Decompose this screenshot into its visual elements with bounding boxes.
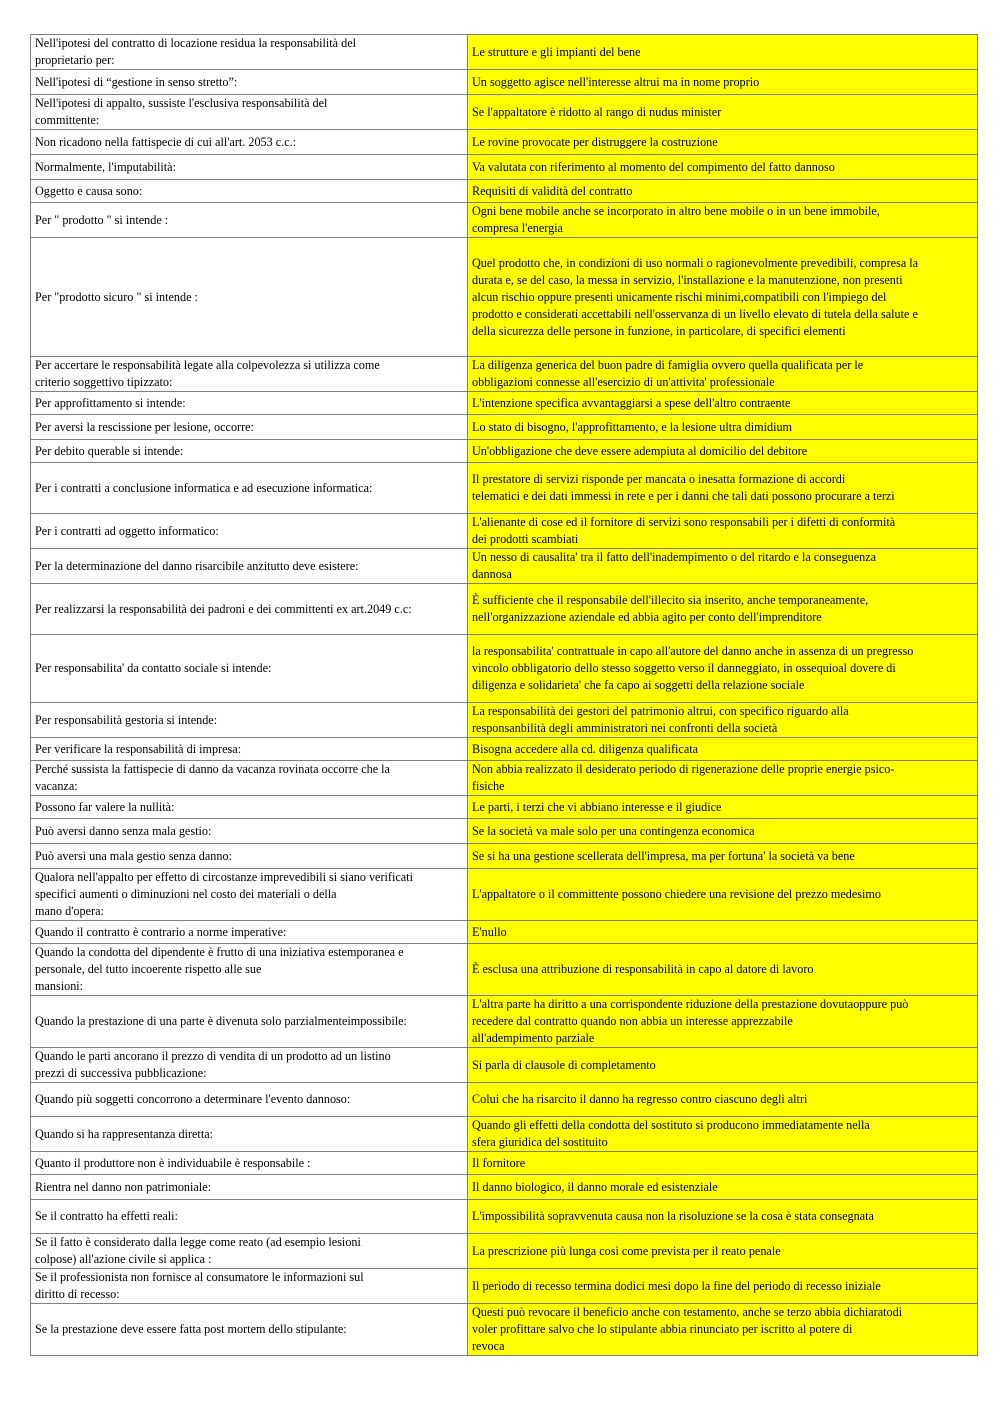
- answer-cell: [468, 1083, 978, 1117]
- answer-cell: [468, 869, 978, 921]
- answer-cell: [468, 130, 978, 155]
- question-cell: [31, 1200, 468, 1234]
- answer-text: È sufficiente che il responsabile dell'illecito sia inserito, anche temporaneamente, nell'organizzazione aziendale ed abbia agito per conto dell'imprenditore: [472, 593, 869, 624]
- question-text: Nell'ipotesi di appalto, sussiste l'esclusiva responsabilità del committente:: [35, 96, 328, 127]
- answer-cell: [468, 819, 978, 844]
- question-cell: [31, 944, 468, 996]
- table-row: [31, 635, 978, 703]
- answer-cell: [468, 392, 978, 415]
- question-cell: [31, 180, 468, 203]
- table-row: [31, 584, 978, 635]
- answer-cell: [468, 1304, 978, 1356]
- question-cell: [31, 70, 468, 95]
- question-text: Per la determinazione del danno risarcibile anzitutto deve esistere:: [35, 558, 359, 573]
- table-row: [31, 1083, 978, 1117]
- answer-text: la responsabilita' contrattuale in capo all'autore del danno anche in assenza di un pregresso vincolo obbligatorio dello stesso soggetto verso il danneggiato, in ossequioal dovere di diligenza e solidarieta' che fa capo ai soggetti della relazione sociale: [472, 644, 914, 692]
- answer-text: Le strutture e gli impianti del bene: [472, 44, 641, 59]
- answer-text: Le rovine provocate per distruggere la costruzione: [472, 134, 718, 149]
- qa-table: [30, 34, 978, 1356]
- answer-cell: [468, 584, 978, 635]
- answer-cell: [468, 238, 978, 357]
- answer-text: L'impossibilità sopravvenuta causa non la risoluzione se la cosa è stata consegnata: [472, 1209, 874, 1223]
- question-cell: [31, 584, 468, 635]
- answer-text: Un soggetto agisce nell'interesse altrui ma in nome proprio: [472, 74, 760, 89]
- answer-cell: [468, 549, 978, 584]
- question-text: Oggetto e causa sono:: [35, 183, 143, 198]
- table-row: [31, 95, 978, 130]
- answer-cell: [468, 1234, 978, 1269]
- answer-cell: [468, 357, 978, 392]
- table-row: [31, 1304, 978, 1356]
- question-text: Per responsabilita' da contatto sociale si intende:: [35, 661, 272, 675]
- question-text: Per debito querable si intende:: [35, 443, 184, 458]
- question-text: Per verificare la responsabilità di impresa:: [35, 741, 242, 756]
- question-cell: [31, 1048, 468, 1083]
- question-text: Se la prestazione deve essere fatta post mortem dello stipulante:: [35, 1322, 347, 1336]
- answer-cell: [468, 703, 978, 738]
- answer-cell: [468, 415, 978, 440]
- question-text: Se il fatto è considerato dalla legge come reato (ad esempio lesioni colpose) all'azione civile si applica :: [35, 1235, 361, 1266]
- table-row: [31, 796, 978, 819]
- answer-text: Quando gli effetti della condotta del sostituto si producono immediatamente nella sfera giuridica del sostituito: [472, 1118, 870, 1149]
- question-text: Quando si ha rappresentanza diretta:: [35, 1126, 213, 1141]
- question-cell: [31, 1152, 468, 1175]
- answer-cell: [468, 944, 978, 996]
- answer-cell: [468, 514, 978, 549]
- answer-text: La diligenza generica del buon padre di famiglia ovvero quella qualificata per le obbligazioni connesse all'esercizio di un'attivita' professionale: [472, 358, 864, 389]
- table-row: [31, 203, 978, 238]
- question-text: Possono far valere la nullità:: [35, 799, 175, 814]
- answer-text: Il fornitore: [472, 1155, 526, 1170]
- answer-text: Ogni bene mobile anche se incorporato in altro bene mobile o in un bene immobile, compresa l'energia: [472, 204, 880, 235]
- question-cell: [31, 130, 468, 155]
- question-text: Se il professionista non fornisce al consumatore le informazioni sul diritto di recesso:: [35, 1270, 364, 1301]
- table-row: [31, 921, 978, 944]
- question-cell: [31, 238, 468, 357]
- qa-table-body: [31, 35, 978, 1356]
- question-cell: [31, 996, 468, 1048]
- question-cell: [31, 1117, 468, 1152]
- table-row: [31, 844, 978, 869]
- question-text: Rientra nel danno non patrimoniale:: [35, 1179, 211, 1194]
- question-cell: [31, 1269, 468, 1304]
- answer-cell: [468, 844, 978, 869]
- question-cell: [31, 35, 468, 70]
- question-cell: [31, 440, 468, 463]
- answer-text: Questi può revocare il beneficio anche con testamento, anche se terzo abbia dichiaratodi voler profittare salvo che lo stipulante abbia rinunciato per iscritto al potere di revoca: [472, 1305, 903, 1353]
- question-text: Non ricadono nella fattispecie di cui all'art. 2053 c.c.:: [35, 134, 297, 149]
- question-cell: [31, 155, 468, 180]
- question-cell: [31, 95, 468, 130]
- answer-text: Un'obbligazione che deve essere adempiuta al domicilio del debitore: [472, 443, 808, 458]
- table-row: [31, 463, 978, 514]
- question-cell: [31, 415, 468, 440]
- answer-text: Il prestatore di servizi risponde per mancata o inesatta formazione di accordi telematici e dei dati immessi in rete e per i danni che tali dati possono procurare a terzi: [472, 472, 895, 503]
- question-cell: [31, 921, 468, 944]
- answer-text: È esclusa una attribuzione di responsabilità in capo al datore di lavoro: [472, 962, 814, 976]
- question-text: Quando le parti ancorano il prezzo di vendita di un prodotto ad un listino prezzi di successiva pubblicazione:: [35, 1049, 391, 1080]
- answer-cell: [468, 70, 978, 95]
- answer-text: Bisogna accedere alla cd. diligenza qualificata: [472, 741, 699, 756]
- question-cell: [31, 514, 468, 549]
- table-row: [31, 996, 978, 1048]
- table-row: [31, 238, 978, 357]
- answer-text: L'altra parte ha diritto a una corrispondente riduzione della prestazione dovutaoppure può recedere dal contratto quando non abbia un interesse apprezzabile all'adempimento parziale: [472, 997, 909, 1045]
- answer-cell: [468, 1048, 978, 1083]
- answer-cell: [468, 155, 978, 180]
- question-text: Nell'ipotesi del contratto di locazione residua la responsabilità del proprietario per:: [35, 36, 356, 67]
- table-row: [31, 944, 978, 996]
- table-row: [31, 155, 978, 180]
- answer-cell: [468, 635, 978, 703]
- question-text: Per realizzarsi la responsabilità dei padroni e dei committenti ex art.2049 c.c:: [35, 601, 412, 616]
- table-row: [31, 1269, 978, 1304]
- question-text: Per i contratti a conclusione informatica e ad esecuzione informatica:: [35, 480, 373, 495]
- answer-text: Se si ha una gestione scellerata dell'impresa, ma per fortuna' la società va bene: [472, 848, 855, 863]
- table-row: [31, 869, 978, 921]
- question-cell: [31, 1304, 468, 1356]
- question-text: Può aversi danno senza mala gestio:: [35, 823, 212, 838]
- question-text: Per " prodotto " si intende :: [35, 212, 169, 227]
- question-text: Quando più soggetti concorrono a determinare l'evento dannoso:: [35, 1092, 351, 1106]
- answer-text: La responsabilità dei gestori del patrimonio altrui, con specifico riguardo alla responsanbilità degli amministratori nei confronti della società: [472, 704, 849, 735]
- question-text: Per accertare le responsabilità legate alla colpevolezza si utilizza come criterio soggettivo tipizzato:: [35, 358, 380, 389]
- question-text: Per responsabilità gestoria si intende:: [35, 712, 218, 727]
- answer-text: Il danno biologico, il danno morale ed esistenziale: [472, 1179, 718, 1194]
- table-row: [31, 761, 978, 796]
- question-cell: [31, 796, 468, 819]
- answer-text: E'nullo: [472, 924, 507, 939]
- answer-cell: [468, 203, 978, 238]
- table-row: [31, 180, 978, 203]
- answer-cell: [468, 1117, 978, 1152]
- question-text: Qualora nell'appalto per effetto di circostanze imprevedibili si siano verificati specifici aumenti o diminuzioni nel costo dei materiali o della mano d'opera:: [35, 870, 413, 918]
- question-cell: [31, 203, 468, 238]
- table-row: [31, 392, 978, 415]
- question-text: Perché sussista la fattispecie di danno da vacanza rovinata occorre che la vacanza:: [35, 762, 390, 793]
- table-row: [31, 1048, 978, 1083]
- answer-text: Le parti, i terzi che vi abbiano interesse e il giudice: [472, 799, 722, 814]
- answer-cell: [468, 1152, 978, 1175]
- table-row: [31, 1152, 978, 1175]
- answer-text: Se l'appaltatore è ridotto al rango di nudus minister: [472, 104, 722, 119]
- table-row: [31, 549, 978, 584]
- answer-cell: [468, 463, 978, 514]
- question-cell: [31, 703, 468, 738]
- answer-cell: [468, 921, 978, 944]
- answer-text: Colui che ha risarcito il danno ha regresso contro ciascuno degli altri: [472, 1092, 808, 1106]
- answer-text: Quel prodotto che, in condizioni di uso normali o ragionevolmente prevedibili, compresa la durata e, se del caso, la messa in servizio, l'installazione e la manutenzione, non presenti alcun rischio oppure presenti unicamente rischi minimi,compatibili con l'impiego del prodotto e considerati accettabili nell'osservanza di un livello elevato di tutela della salute e della sicurezza delle persone in funzione, in particolare, di specifici elementi: [472, 255, 919, 338]
- answer-cell: [468, 1200, 978, 1234]
- question-text: Quando la prestazione di una parte è divenuta solo parzialmenteimpossibile:: [35, 1014, 407, 1028]
- table-row: [31, 1117, 978, 1152]
- answer-cell: [468, 738, 978, 761]
- answer-text: Si parla di clausole di completamento: [472, 1057, 656, 1072]
- answer-text: Requisiti di validità del contratto: [472, 183, 633, 198]
- question-cell: [31, 1175, 468, 1200]
- question-text: Nell'ipotesi di “gestione in senso stretto”:: [35, 74, 238, 89]
- question-text: Quando la condotta del dipendente è frutto di una iniziativa estemporanea e personale, del tutto incoerente rispetto alle sue mansioni:: [35, 945, 404, 993]
- answer-text: La prescrizione più lunga così come prevista per il reato penale: [472, 1243, 781, 1258]
- answer-text: Un nesso di causalita' tra il fatto dell'inadempimento o del ritardo e la conseguenza dannosa: [472, 550, 877, 581]
- question-cell: [31, 844, 468, 869]
- table-row: [31, 514, 978, 549]
- answer-text: Se la società va male solo per una contingenza economica: [472, 823, 755, 838]
- question-text: Può aversi una mala gestio senza danno:: [35, 848, 232, 863]
- question-cell: [31, 392, 468, 415]
- question-text: Se il contratto ha effetti reali:: [35, 1209, 178, 1223]
- question-cell: [31, 819, 468, 844]
- question-cell: [31, 357, 468, 392]
- question-text: Per approfittamento si intende:: [35, 395, 186, 410]
- question-cell: [31, 463, 468, 514]
- table-row: [31, 357, 978, 392]
- answer-text: Il periodo di recesso termina dodici mesi dopo la fine del periodo di recesso iniziale: [472, 1278, 881, 1293]
- answer-text: L'intenzione specifica avvantaggiarsi a spese dell'altro contraente: [472, 395, 791, 410]
- table-row: [31, 70, 978, 95]
- question-text: Per i contratti ad oggetto informatico:: [35, 523, 219, 538]
- table-row: [31, 1200, 978, 1234]
- question-text: Per aversi la rescissione per lesione, occorre:: [35, 419, 254, 434]
- table-row: [31, 1234, 978, 1269]
- question-text: Normalmente, l'imputabilità:: [35, 159, 176, 174]
- table-row: [31, 819, 978, 844]
- question-cell: [31, 1234, 468, 1269]
- question-text: Quando il contratto è contrario a norme imperative:: [35, 924, 287, 939]
- answer-text: L'alienante di cose ed il fornitore di servizi sono responsabili per i difetti di conformità dei prodotti scambiati: [472, 515, 896, 546]
- question-cell: [31, 869, 468, 921]
- table-row: [31, 440, 978, 463]
- answer-text: Non abbia realizzato il desiderato periodo di rigenerazione delle proprie energie psico- fisiche: [472, 762, 895, 793]
- table-row: [31, 738, 978, 761]
- question-cell: [31, 761, 468, 796]
- answer-cell: [468, 996, 978, 1048]
- answer-cell: [468, 761, 978, 796]
- answer-text: L'appaltatore o il committente possono chiedere una revisione del prezzo medesimo: [472, 887, 881, 901]
- question-cell: [31, 1083, 468, 1117]
- table-row: [31, 1175, 978, 1200]
- answer-cell: [468, 95, 978, 130]
- table-row: [31, 703, 978, 738]
- answer-cell: [468, 35, 978, 70]
- question-cell: [31, 635, 468, 703]
- table-row: [31, 130, 978, 155]
- answer-cell: [468, 180, 978, 203]
- answer-cell: [468, 440, 978, 463]
- answer-cell: [468, 1175, 978, 1200]
- answer-text: Va valutata con riferimento al momento del compimento del fatto dannoso: [472, 159, 835, 174]
- answer-cell: [468, 796, 978, 819]
- question-text: Quanto il produttore non è individuabile è responsabile :: [35, 1155, 311, 1170]
- question-cell: [31, 549, 468, 584]
- answer-text: Lo stato di bisogno, l'approfittamento, e la lesione ultra dimidium: [472, 419, 793, 434]
- question-text: Per "prodotto sicuro " si intende :: [35, 289, 198, 304]
- question-cell: [31, 738, 468, 761]
- table-row: [31, 415, 978, 440]
- table-row: [31, 35, 978, 70]
- answer-cell: [468, 1269, 978, 1304]
